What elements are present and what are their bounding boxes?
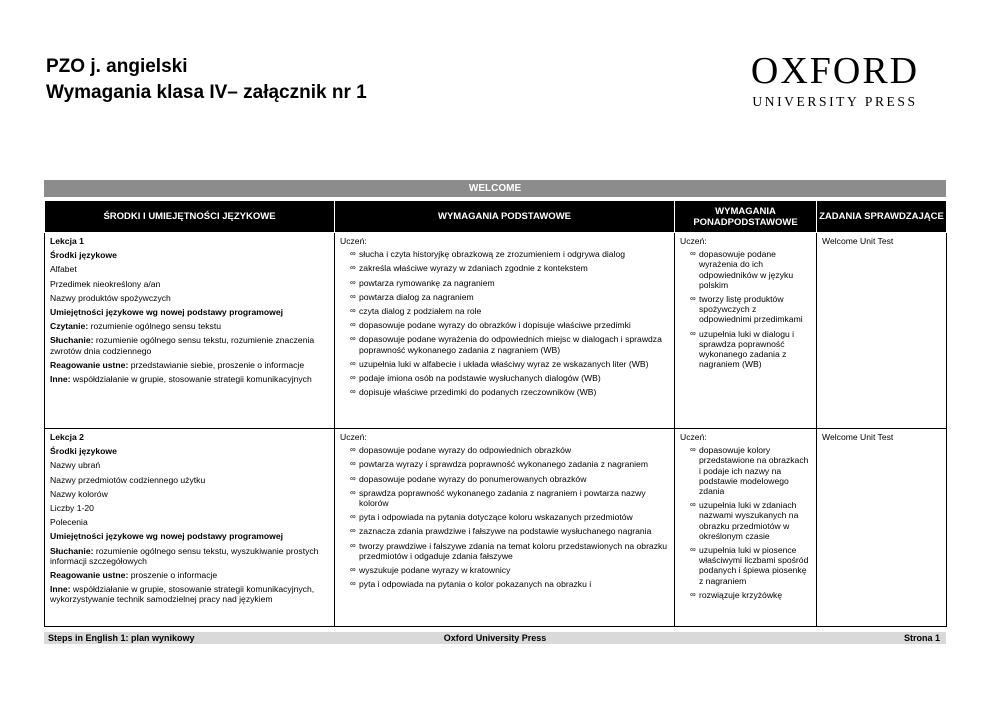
skill-item — [50, 570, 329, 580]
list-item: ∞ słucha i czyta historyjkę obrazkową ze zrozumieniem i odgrywa dialog — [350, 249, 669, 259]
means-cell — [45, 233, 335, 429]
table-row — [45, 429, 947, 627]
skill-text: rozumienie ogólnego sensu tekstu, rozumienie znaczenia zwrotów dnia codziennego — [50, 335, 315, 356]
column-header: ŚRODKI I UMIEJĘTNOŚCI JĘZYKOWE — [45, 201, 335, 233]
means-heading: Środki językowe — [50, 446, 117, 457]
table-header-row — [45, 201, 947, 233]
footer-left: Steps in English 1: plan wynikowy — [48, 633, 195, 643]
list-item: ∞ czyta dialog z podziałem na role — [350, 306, 669, 316]
list-item: ∞ uzupełnia luki w dialogu i sprawdza poprawność wykonanego zadania z nagraniem (WB) — [690, 329, 811, 370]
title-line-1: PZO j. angielski — [46, 56, 188, 77]
means-cell — [45, 429, 335, 627]
skill-label: Inne: — [50, 584, 71, 595]
test-cell: Welcome Unit Test — [817, 233, 947, 429]
means-item: Nazwy ubrań — [50, 460, 101, 471]
oxford-logo — [740, 52, 930, 110]
basic-requirements-cell — [335, 233, 675, 429]
list-item: ∞ rozwiązuje krzyżówkę — [690, 590, 811, 600]
skill-item — [50, 584, 329, 604]
skill-label: Inne: — [50, 374, 71, 385]
means-item: Nazwy kolorów — [50, 488, 108, 499]
table-row — [45, 233, 947, 429]
student-intro: Uczeń: — [680, 432, 707, 442]
skill-label: Reagowanie ustne: — [50, 570, 129, 581]
requirement-list — [680, 445, 811, 600]
list-item: ∞ tworzy listę produktów spożywczych z odpowiednimi przedimkami — [690, 294, 811, 325]
skill-text: rozumienie ogólnego sensu tekstu, wyszukiwanie prostych informacji szczegółowych — [50, 545, 319, 566]
requirement-list — [340, 445, 669, 589]
document-title — [46, 54, 367, 106]
logo-wordmark: OXFORD — [750, 50, 920, 92]
means-heading: Środki językowe — [50, 250, 117, 261]
list-item: ∞ zaznacza zdania prawdziwe i fałszywe na podstawie wysłuchanego nagrania — [350, 526, 669, 536]
column-header: ZADANIA SPRAWDZAJĄCE — [817, 201, 947, 233]
list-item: ∞ podaje imiona osób na podstawie wysłuchanych dialogów (WB) — [350, 373, 669, 383]
skills-heading: Umiejętności językowe wg nowej podstawy programowej — [50, 307, 284, 318]
skill-text: przedstawianie siebie, proszenie o informacje — [128, 359, 305, 370]
list-item: ∞ dopasowuje podane wyrazy do ponumerowanych obrazków — [350, 474, 669, 484]
list-item: ∞ dopasowuje podane wyrazy do obrazków i dopisuje właściwe przedimki — [350, 320, 669, 330]
test-cell: Welcome Unit Test — [817, 429, 947, 627]
skill-label: Reagowanie ustne: — [50, 359, 129, 370]
means-item: Nazwy przedmiotów codziennego użytku — [50, 474, 206, 485]
list-item: ∞ uzupełnia luki w zdaniach nazwami wyszukanych na obrazku przedmiotów w określonym czasie — [690, 500, 811, 541]
page-footer — [44, 632, 946, 644]
title-line-2: Wymagania klasa IV– załącznik nr 1 — [46, 82, 367, 103]
skill-label: Czytanie: — [50, 321, 89, 332]
list-item: ∞ pyta i odpowiada na pytania o kolor pokazanych na obrazku i — [350, 579, 669, 589]
means-item: Przedimek nieokreślony a/an — [50, 278, 161, 289]
list-item: ∞ dopisuje właściwe przedimki do podanych rzeczowników (WB) — [350, 387, 669, 397]
list-item: ∞ uzupełnia luki w alfabecie i układa właściwy wyraz ze wskazanych liter (WB) — [350, 359, 669, 369]
student-intro: Uczeń: — [340, 236, 367, 246]
requirements-table — [44, 200, 947, 627]
skill-label: Słuchanie: — [50, 545, 94, 556]
list-item: ∞ wyszukuje podane wyrazy w kratownicy — [350, 565, 669, 575]
logo-subtitle: UNIVERSITY PRESS — [752, 94, 918, 109]
list-item: ∞ powtarza dialog za nagraniem — [350, 292, 669, 302]
column-header: WYMAGANIA PONADPODSTAWOWE — [675, 201, 817, 233]
skill-label: Słuchanie: — [50, 335, 94, 346]
student-intro: Uczeń: — [340, 432, 367, 442]
skill-text: rozumienie ogólnego sensu tekstu — [88, 321, 222, 332]
skill-item — [50, 360, 329, 370]
column-header: WYMAGANIA PODSTAWOWE — [335, 201, 675, 233]
list-item: ∞ uzupełnia luki w piosence właściwymi liczbami spośród podanych i śpiewa piosenkę z nagraniem — [690, 545, 811, 586]
skill-text: proszenie o informacje — [128, 570, 218, 581]
student-intro: Uczeń: — [680, 236, 707, 246]
list-item: ∞ sprawdza poprawność wykonanego zadania z nagraniem i powtarza nazwy kolorów — [350, 488, 669, 508]
lesson-title: Lekcja 1 — [50, 236, 84, 246]
list-item: ∞ zakreśla właściwe wyrazy w zdaniach zgodnie z kontekstem — [350, 263, 669, 273]
extended-requirements-cell — [675, 429, 817, 627]
means-item: Alfabet — [50, 264, 77, 275]
skill-item — [50, 335, 329, 355]
list-item: ∞ tworzy prawdziwe i fałszywe zdania na temat koloru przedstawionych na obrazku przedmiotów i odgaduje zdania fałszywe — [350, 541, 669, 561]
extended-requirements-cell — [675, 233, 817, 429]
means-item: Polecenia — [50, 517, 88, 528]
requirement-list — [680, 249, 811, 369]
skill-item — [50, 546, 329, 566]
list-item: ∞ dopasowuje podane wyrażenia do ich odpowiedników w języku polskim — [690, 249, 811, 290]
skill-text: współdziałanie w grupie, stosowanie strategii komunikacyjnych — [70, 374, 312, 385]
basic-requirements-cell — [335, 429, 675, 627]
skill-item — [50, 374, 329, 384]
requirement-list — [340, 249, 669, 397]
section-bar: WELCOME — [44, 180, 946, 197]
list-item: ∞ dopasowuje podane wyrazy do odpowiednich obrazków — [350, 445, 669, 455]
footer-center: Oxford University Press — [443, 633, 547, 643]
lesson-title: Lekcja 2 — [50, 432, 84, 442]
list-item: ∞ pyta i odpowiada na pytania dotyczące koloru wskazanych przedmiotów — [350, 512, 669, 522]
page-number: Strona 1 — [903, 633, 940, 643]
list-item: ∞ powtarza rymowankę za nagraniem — [350, 278, 669, 288]
skill-text: współdziałanie w grupie, stosowanie strategii komunikacyjnych, wykorzystywanie technik samodzielnej pracy nad językiem — [50, 584, 315, 605]
means-item: Liczby 1-20 — [50, 503, 94, 514]
skills-heading: Umiejętności językowe wg nowej podstawy programowej — [50, 531, 284, 542]
skill-item — [50, 321, 329, 331]
means-item: Nazwy produktów spożywczych — [50, 292, 171, 303]
list-item: ∞ dopasowuje kolory przedstawione na obrazkach i podaje ich nazwy na podstawie modelowego zdania — [690, 445, 811, 496]
list-item: ∞ dopasowuje podane wyrażenia do odpowiednich miejsc w dialogach i sprawdza poprawność wykonanego zadania z nagraniem (WB) — [350, 334, 669, 354]
list-item: ∞ powtarza wyrazy i sprawdza poprawność wykonanego zadania z nagraniem — [350, 459, 669, 469]
